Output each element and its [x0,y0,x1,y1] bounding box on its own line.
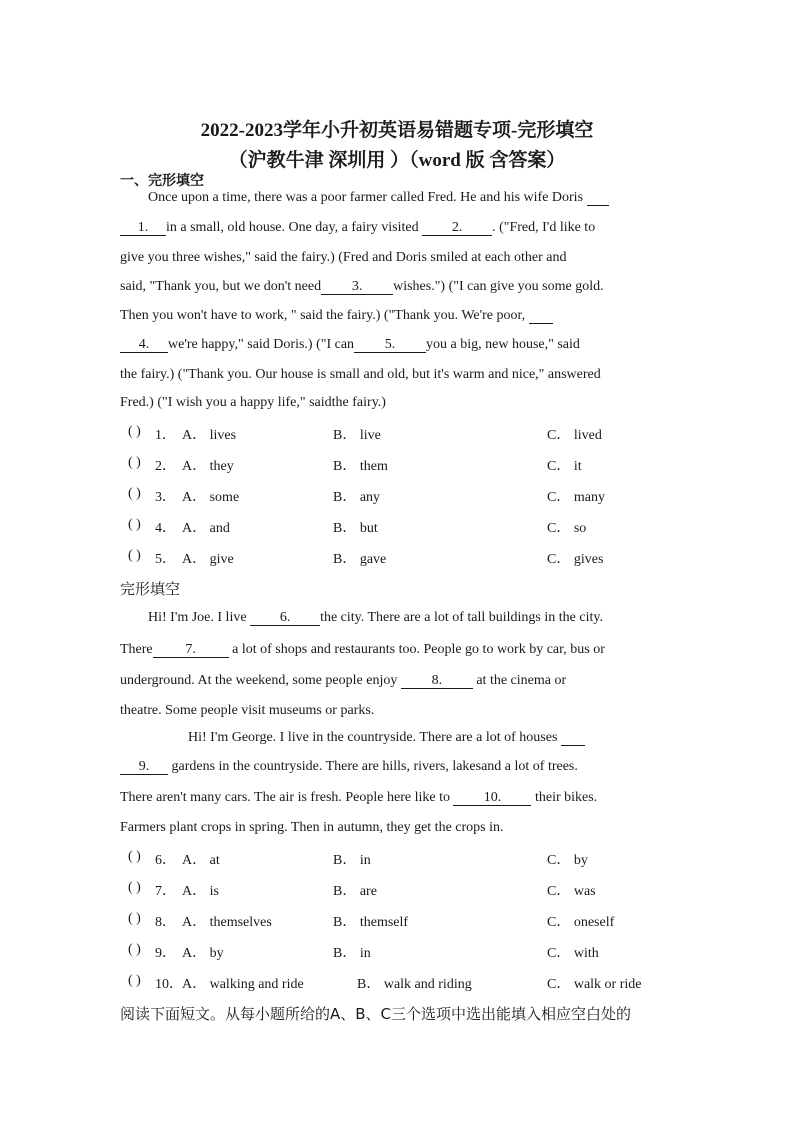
answer-bracket[interactable]: ( ) [128,424,141,439]
passage1-line: Then you won't have to work, " said the fairy.) ("Thank you. We're poor, [120,308,680,324]
option-c[interactable]: C． oneself [547,915,615,930]
option-a[interactable]: A． is [182,884,219,899]
option-b[interactable]: B． walk and riding [357,977,472,992]
option-a[interactable]: A． some [182,490,240,505]
passage1-line: 4. we're happy," said Doris.) ("I can 5. you a big, new house," said [120,337,680,353]
option-b[interactable]: B． in [333,853,371,868]
option-c[interactable]: C． so [547,521,587,536]
option-a[interactable]: A． by [182,946,224,961]
blank-10[interactable]: 10. [453,790,531,806]
option-c[interactable]: C． with [547,946,599,961]
answer-bracket[interactable]: ( ) [128,911,141,926]
option-c[interactable]: C． it [547,459,582,474]
question-row: ( ) 3． A． some B． any C． many [128,486,605,505]
option-c[interactable]: C． gives [547,552,604,567]
option-b[interactable]: B． any [333,490,381,505]
option-c[interactable]: C． many [547,490,605,505]
option-a[interactable]: A． lives [182,428,237,443]
section1-heading: 一、完形填空 [120,173,204,189]
blank-4[interactable]: 4. [120,337,168,353]
option-b[interactable]: B． live [333,428,381,443]
blank-9[interactable]: 9. [120,759,168,775]
answer-bracket[interactable]: ( ) [128,455,141,470]
question-row: ( ) 8． A． themselves B． themself C． oneself [128,911,615,930]
blank-5[interactable]: 5. [354,337,426,353]
question-row: ( ) 5． A． give B． gave C． gives [128,548,604,567]
answer-bracket[interactable]: ( ) [128,517,141,532]
passage2-line: Farmers plant crops in spring. Then in autumn, they get the crops in. [120,820,504,835]
option-b[interactable]: B． but [333,521,378,536]
question-row: ( ) 10． A． walking and ride B． walk and riding C． walk or ride [128,973,642,992]
option-b[interactable]: B． in [333,946,371,961]
passage2-line: theatre. Some people visit museums or parks. [120,703,375,718]
passage1-line: Once upon a time, there was a poor farmer called Fred. He and his wife Doris [148,190,680,206]
option-b[interactable]: B． are [333,884,377,899]
passage2-line: There aren't many cars. The air is fresh. People here like to 10. their bikes. [120,790,598,805]
question-row: ( ) 7． A． is B． are C． was [128,880,596,899]
option-b[interactable]: B． gave [333,552,387,567]
answer-bracket[interactable]: ( ) [128,486,141,501]
question-row: ( ) 4． A． and B． but C． so [128,517,587,536]
answer-bracket[interactable]: ( ) [128,942,141,957]
passage1-line: the fairy.) ("Thank you. Our house is small and old, but it's warm and nice," answered [120,367,601,382]
passage2-line: Hi! I'm Joe. I live 6. the city. There are a lot of tall buildings in the city. [148,610,603,625]
blank-line[interactable] [529,308,553,324]
section2-heading: 完形填空 [120,580,181,598]
option-a[interactable]: A． walking and ride [182,977,304,992]
answer-bracket[interactable]: ( ) [128,880,141,895]
document-subtitle: （沪教牛津 深圳用 ）（word 版 含答案） [228,150,566,171]
blank-line[interactable] [587,190,609,206]
blank-2[interactable]: 2. [422,220,492,236]
answer-bracket[interactable]: ( ) [128,849,141,864]
passage2-line: underground. At the weekend, some people enjoy 8. at the cinema or [120,673,567,688]
question-row: ( ) 1． A． lives B． live C． lived [128,424,602,443]
document-title: 2022-2023学年小升初英语易错题专项-完形填空 [200,120,594,141]
option-a[interactable]: A． themselves [182,915,272,930]
passage1-line: give you three wishes," said the fairy.) (Fred and Doris smiled at each other and [120,250,567,265]
blank-1[interactable]: 1. [120,220,166,236]
passage2-line: Hi! I'm George. I live in the countryside. There are a lot of houses [188,730,680,746]
option-b[interactable]: B． themself [333,915,409,930]
passage1-line: Fred.) ("I wish you a happy life," saidthe fairy.) [120,395,386,410]
question-row: ( ) 9． A． by B． in C． with [128,942,599,961]
passage1-line: said, "Thank you, but we don't need 3. wishes.") ("I can give you some gold. [120,279,604,294]
blank-8[interactable]: 8. [401,673,473,689]
answer-bracket[interactable]: ( ) [128,548,141,563]
blank-7[interactable]: 7. [153,642,229,658]
option-a[interactable]: A． give [182,552,234,567]
blank-3[interactable]: 3. [321,279,393,295]
passage1-line: 1. in a small, old house. One day, a fairy visited 2. . ("Fred, I'd like to [120,220,680,236]
option-c[interactable]: C． was [547,884,596,899]
passage2-line: There 7. a lot of shops and restaurants too. People go to work by car, bus or [120,642,605,657]
footer-instruction: 阅读下面短文。从每小题所给的A、B、C三个选项中选出能填入相应空白处的 [120,1005,632,1023]
question-row: ( ) 2． A． they B． them C． it [128,455,582,474]
question-row: ( ) 6． A． at B． in C． by [128,849,588,868]
option-b[interactable]: B． them [333,459,388,474]
option-a[interactable]: A． and [182,521,230,536]
answer-bracket[interactable]: ( ) [128,973,141,988]
option-a[interactable]: A． they [182,459,234,474]
blank-line[interactable] [561,730,585,746]
blank-6[interactable]: 6. [250,610,320,626]
option-c[interactable]: C． walk or ride [547,977,642,992]
passage2-line: 9. gardens in the countryside. There are hills, rivers, lakesand a lot of trees. [120,759,680,775]
option-c[interactable]: C． by [547,853,588,868]
option-a[interactable]: A． at [182,853,220,868]
option-c[interactable]: C． lived [547,428,602,443]
